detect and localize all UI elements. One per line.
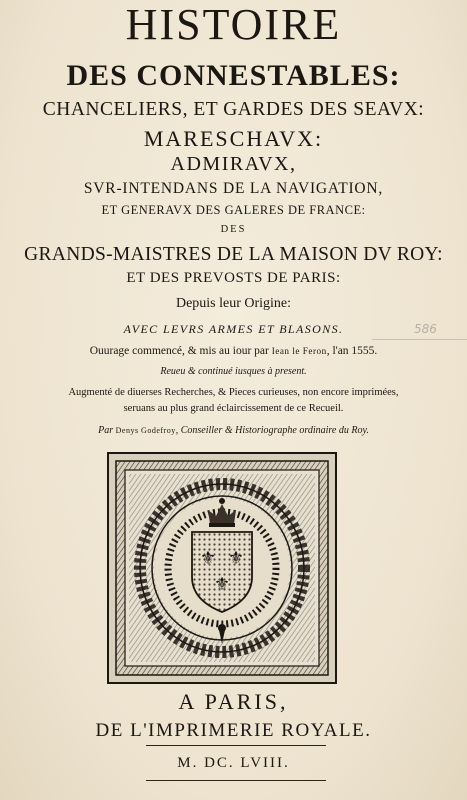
imprint-printer: DE L'IMPRIMERIE ROYALE.: [95, 720, 372, 741]
subtitle-grands-maistres: GRANDS-MAISTRES DE LA MAISON DV ROY:: [24, 244, 443, 265]
svg-text:⚜: ⚜: [213, 574, 231, 595]
subtitle-prevosts: ET DES PREVOSTS DE PARIS:: [126, 270, 341, 286]
annotation-underline: [372, 339, 467, 340]
imprint-date: M. DC. LVIII.: [177, 755, 290, 771]
seruans-line: seruans au plus grand éclaircissement de ce Recueil.: [123, 403, 344, 414]
reueu-line: Reueu & continué iusques à present.: [160, 366, 307, 377]
royal-arms-fleur-de-lis-wreath-icon: [107, 452, 337, 684]
origin-line: Depuis leur Origine:: [175, 296, 292, 311]
subtitle-admiraux: ADMIRAVX,: [170, 153, 297, 175]
armes-blasons-line: AVEC LEVRS ARMES ET BLASONS.: [123, 322, 344, 336]
author-godefroy-name: Denys Godefroy: [115, 426, 176, 435]
date-rule-bottom: [146, 780, 326, 781]
author-godefroy-prefix: Par: [98, 425, 114, 436]
subtitle-des: DES: [220, 224, 247, 235]
svg-text:⚜: ⚜: [199, 548, 217, 569]
date-rule-top: [146, 745, 326, 746]
subtitle-generaux: ET GENERAVX DES GALERES DE FRANCE:: [101, 203, 366, 217]
author-feron-year: , l'an 1555.: [326, 345, 378, 357]
handwritten-annotation: 586: [414, 322, 437, 336]
svg-text:⚜: ⚜: [227, 548, 245, 569]
author-godefroy-title: , Conseiller & Historiographe ordinaire du Roy.: [175, 425, 369, 436]
author-godefroy-line: [0, 425, 467, 437]
augmente-line: Augmenté de diuerses Recherches, & Pieces curieuses, non encore imprimées,: [68, 387, 399, 398]
subtitle-mareschaux: MARESCHAVX:: [143, 126, 324, 151]
title-histoire: HISTOIRE: [125, 0, 342, 49]
author-feron-prefix: Ouurage commencé, & mis au iour par: [89, 345, 269, 357]
author-feron-name: Iean le Feron: [271, 346, 327, 356]
subtitle-chanceliers: CHANCELIERS, ET GARDES DES SEAVX:: [42, 99, 425, 120]
subtitle-sur-intendans: SVR-INTENDANS DE LA NAVIGATION,: [83, 180, 384, 197]
author-feron-line: [0, 344, 467, 358]
imprint-city: A PARIS,: [178, 689, 289, 714]
title-connestables: DES CONNESTABLES:: [66, 59, 401, 92]
